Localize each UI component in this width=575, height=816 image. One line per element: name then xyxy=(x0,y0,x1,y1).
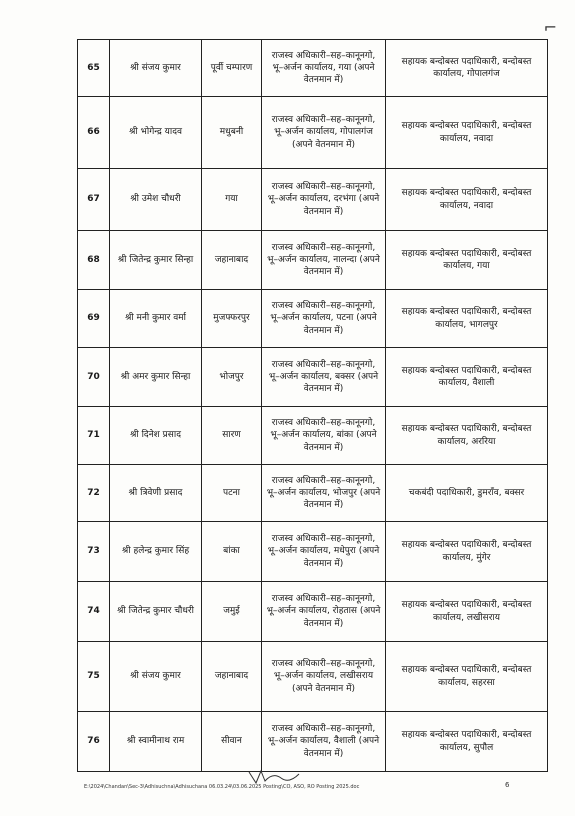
officer-name-cell: श्री उमेश चौधरी xyxy=(110,169,202,231)
new-posting-cell: चकबंदी पदाधिकारी, डुमराँव, बक्सर xyxy=(386,465,548,522)
table-row xyxy=(78,712,548,772)
table-row xyxy=(78,97,548,169)
officer-name-cell: श्री अमर कुमार सिन्हा xyxy=(110,348,202,407)
posting-table-body xyxy=(78,40,548,772)
home-district-cell: पटना xyxy=(202,465,262,522)
table-row xyxy=(78,290,548,348)
new-posting-cell: सहायक बन्दोबस्त पदाधिकारी, बन्दोबस्त कार्यालय, सहरसा xyxy=(386,642,548,712)
table-row xyxy=(78,522,548,582)
current-posting-cell: राजस्व अधिकारी–सह–कानूनगो, भू–अर्जन कार्यालय, गया (अपने वेतनमान में) xyxy=(262,40,386,97)
home-district-cell: जहानाबाद xyxy=(202,642,262,712)
table-row xyxy=(78,348,548,407)
new-posting-cell: सहायक बन्दोबस्त पदाधिकारी, बन्दोबस्त कार्यालय, मुंगेर xyxy=(386,522,548,582)
new-posting-cell: सहायक बन्दोबस्त पदाधिकारी, बन्दोबस्त कार्यालय, सुपौल xyxy=(386,712,548,772)
new-posting-cell: सहायक बन्दोबस्त पदाधिकारी, बन्दोबस्त कार्यालय, नवादा xyxy=(386,169,548,231)
table-row xyxy=(78,582,548,642)
serial-number-cell: 72 xyxy=(78,465,110,522)
table-row xyxy=(78,231,548,290)
corner-mark: ⌐ xyxy=(543,18,557,37)
serial-number-cell: 75 xyxy=(78,642,110,712)
serial-number-cell: 69 xyxy=(78,290,110,348)
footer-file-path: E:\2024\Chandan\Sec-3\Adhisuchna\Adhisuchana 06.03.24\03.06.2025 Posting\CO, ASO, RO Posting 2025.doc xyxy=(84,784,360,790)
home-district-cell: सीवान xyxy=(202,712,262,772)
table-row xyxy=(78,40,548,97)
current-posting-cell: राजस्व अधिकारी–सह–कानूनगो, भू–अर्जन कार्यालय, बांका (अपने वेतनमान में) xyxy=(262,407,386,465)
serial-number-cell: 67 xyxy=(78,169,110,231)
home-district-cell: जमुई xyxy=(202,582,262,642)
officer-name-cell: श्री भोगेन्द्र यादव xyxy=(110,97,202,169)
new-posting-cell: सहायक बन्दोबस्त पदाधिकारी, बन्दोबस्त कार्यालय, अररिया xyxy=(386,407,548,465)
table-row xyxy=(78,407,548,465)
current-posting-cell: राजस्व अधिकारी–सह–कानूनगो, भू–अर्जन कार्यालय, रोहतास (अपने वेतनमान में) xyxy=(262,582,386,642)
new-posting-cell: सहायक बन्दोबस्त पदाधिकारी, बन्दोबस्त कार्यालय, भागलपुर xyxy=(386,290,548,348)
current-posting-cell: राजस्व अधिकारी–सह–कानूनगो, भू–अर्जन कार्यालय, भोजपुर (अपने वेतनमान में) xyxy=(262,465,386,522)
current-posting-cell: राजस्व अधिकारी–सह–कानूनगो, भू–अर्जन कार्यालय, वैशाली (अपने वेतनमान में) xyxy=(262,712,386,772)
officer-name-cell: श्री जितेन्द्र कुमार चौधरी xyxy=(110,582,202,642)
current-posting-cell: राजस्व अधिकारी–सह–कानूनगो, भू–अर्जन कार्यालय, दरभंगा (अपने वेतनमान में) xyxy=(262,169,386,231)
serial-number-cell: 70 xyxy=(78,348,110,407)
serial-number-cell: 71 xyxy=(78,407,110,465)
current-posting-cell: राजस्व अधिकारी–सह–कानूनगो, भू–अर्जन कार्यालय, बक्सर (अपने वेतनमान में) xyxy=(262,348,386,407)
current-posting-cell: राजस्व अधिकारी–सह–कानूनगो, भू–अर्जन कार्यालय, नालन्दा (अपने वेतनमान में) xyxy=(262,231,386,290)
home-district-cell: पूर्वी चम्पारण xyxy=(202,40,262,97)
officer-name-cell: श्री स्वामीनाथ राम xyxy=(110,712,202,772)
new-posting-cell: सहायक बन्दोबस्त पदाधिकारी, बन्दोबस्त कार्यालय, लखीसराय xyxy=(386,582,548,642)
current-posting-cell: राजस्व अधिकारी–सह–कानूनगो, भू–अर्जन कार्यालय, पटना (अपने वेतनमान में) xyxy=(262,290,386,348)
officer-name-cell: श्री संजय कुमार xyxy=(110,642,202,712)
officer-name-cell: श्री संजय कुमार xyxy=(110,40,202,97)
serial-number-cell: 74 xyxy=(78,582,110,642)
current-posting-cell: राजस्व अधिकारी–सह–कानूनगो, भू–अर्जन कार्यालय, मधेपुरा (अपने वेतनमान में) xyxy=(262,522,386,582)
posting-table xyxy=(77,39,548,772)
table-row xyxy=(78,465,548,522)
serial-number-cell: 68 xyxy=(78,231,110,290)
new-posting-cell: सहायक बन्दोबस्त पदाधिकारी, बन्दोबस्त कार्यालय, नवादा xyxy=(386,97,548,169)
serial-number-cell: 73 xyxy=(78,522,110,582)
page-number: 6 xyxy=(505,781,510,789)
home-district-cell: गया xyxy=(202,169,262,231)
table-row xyxy=(78,642,548,712)
home-district-cell: जहानाबाद xyxy=(202,231,262,290)
home-district-cell: मधुबनी xyxy=(202,97,262,169)
new-posting-cell: सहायक बन्दोबस्त पदाधिकारी, बन्दोबस्त कार्यालय, गोपालगंज xyxy=(386,40,548,97)
serial-number-cell: 66 xyxy=(78,97,110,169)
serial-number-cell: 76 xyxy=(78,712,110,772)
home-district-cell: मुजफ्फरपुर xyxy=(202,290,262,348)
officer-name-cell: श्री हलेन्द्र कुमार सिंह xyxy=(110,522,202,582)
officer-name-cell: श्री मनी कुमार वर्मा xyxy=(110,290,202,348)
officer-name-cell: श्री त्रिवेणी प्रसाद xyxy=(110,465,202,522)
home-district-cell: बांका xyxy=(202,522,262,582)
new-posting-cell: सहायक बन्दोबस्त पदाधिकारी, बन्दोबस्त कार्यालय, वैशाली xyxy=(386,348,548,407)
officer-name-cell: श्री दिनेश प्रसाद xyxy=(110,407,202,465)
officer-name-cell: श्री जितेन्द्र कुमार सिन्हा xyxy=(110,231,202,290)
home-district-cell: भोजपुर xyxy=(202,348,262,407)
new-posting-cell: सहायक बन्दोबस्त पदाधिकारी, बन्दोबस्त कार्यालय, गया xyxy=(386,231,548,290)
signature xyxy=(247,766,307,786)
current-posting-cell: राजस्व अधिकारी–सह–कानूनगो, भू–अर्जन कार्यालय, गोपालगंज (अपने वेतनमान में) xyxy=(262,97,386,169)
table-row xyxy=(78,169,548,231)
serial-number-cell: 65 xyxy=(78,40,110,97)
home-district-cell: सारण xyxy=(202,407,262,465)
current-posting-cell: राजस्व अधिकारी–सह–कानूनगो, भू–अर्जन कार्यालय, लखीसराय (अपने वेतनमान में) xyxy=(262,642,386,712)
